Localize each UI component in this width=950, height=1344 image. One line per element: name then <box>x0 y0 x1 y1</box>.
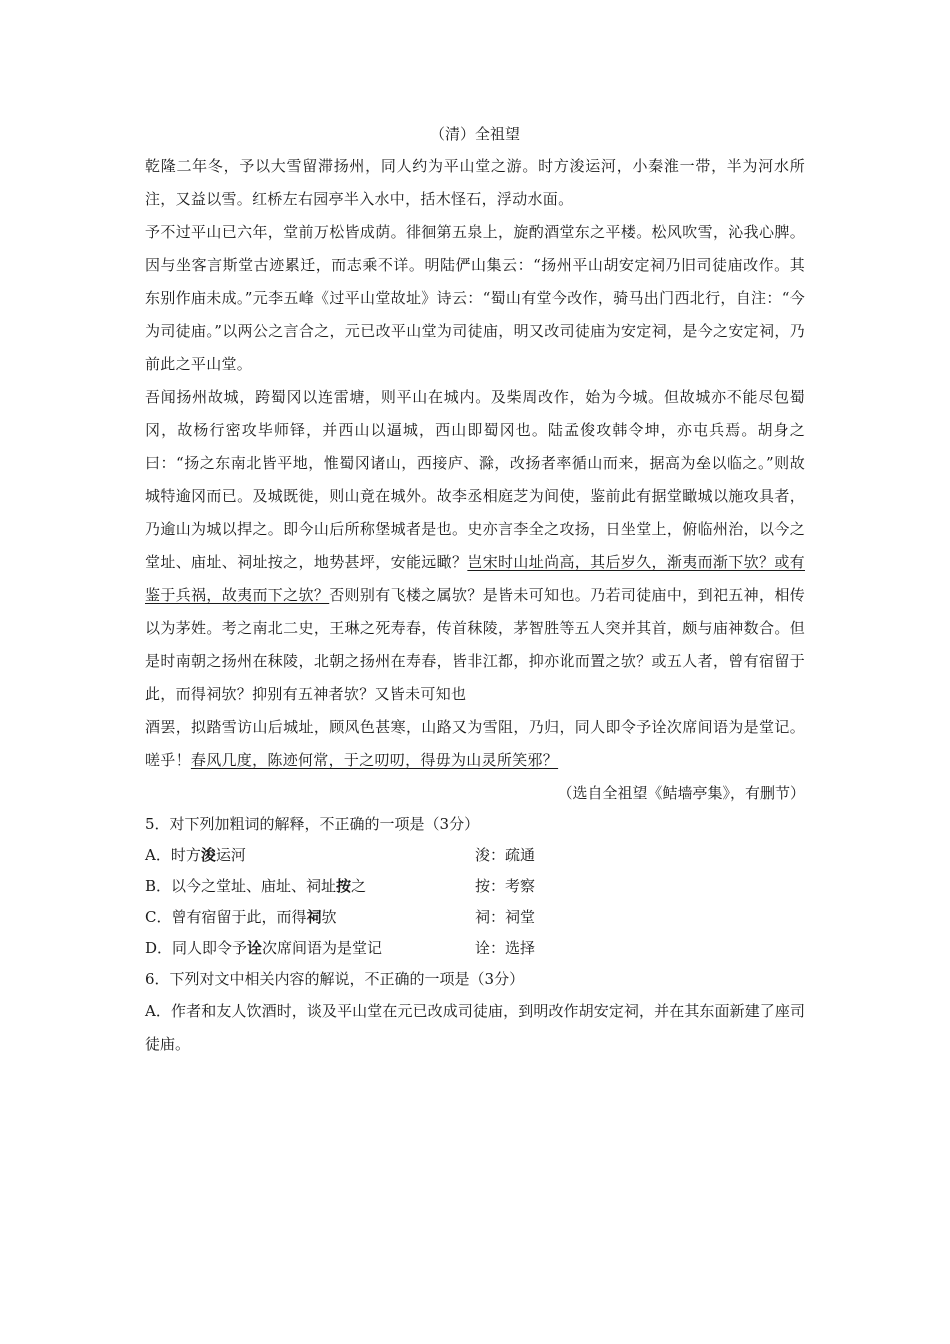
paragraph-3-text-before: 吾闻扬州故城，跨蜀冈以连雷塘，则平山在城内。及柴周改作，始为今城。但故城亦不能尽包蜀冈，故杨行密攻毕师铎，并西山以逼城，西山即蜀冈也。陆孟俊攻韩令坤，亦屯兵焉。胡身之曰：“扬之东南北皆平地，惟蜀冈诸山，西接庐、滁，改扬者率循山而来，据高为垒以临之。”则故城特逾冈而已。及城既徙，则山竟在城外。故李丞相庭芝为间使，鉴前此有据堂瞰城以施攻具者，乃逾山为城以捍之。即今山后所称堡城者是也。史亦言李全之攻扬，日坐堂上，俯临州治，以今之堂址、庙址、祠址按之，地势甚坪，安能远瞰？ <box>145 388 805 571</box>
question-6-stem: 6．下列对文中相关内容的解说，不正确的一项是（3分） <box>145 970 525 988</box>
document-page <box>145 118 805 1061</box>
option-a-bold-word: 浚 <box>200 846 216 864</box>
underlined-sentence-1: 岂宋时山址尚高，其后岁久，渐夷而渐下欤？或有鉴于兵祸，故夷而下之欤？ <box>145 553 805 604</box>
option-c-gloss: 祠：祠堂 <box>475 908 536 926</box>
option-b-text <box>145 871 475 902</box>
source-citation: （选自全祖望《鲒墙亭集》，有删节） <box>557 784 805 802</box>
question-5-option-c <box>145 902 805 933</box>
option-a-pre: A．时方 <box>145 846 201 864</box>
question-5-option-b <box>145 871 805 902</box>
option-b-pre: B．以今之堂址、庙址、祠址 <box>145 877 337 895</box>
option-d-post: 次席间语为是堂记 <box>262 939 383 957</box>
author-line: （清）全祖望 <box>429 125 520 143</box>
paragraph-1: 乾隆二年冬，予以大雪留滞扬州，同人约为平山堂之游。时方浚运河，小秦淮一带，半为河水所注，又益以雪。红桥左右园亭半入水中，括木怪石，浮动水面。 <box>145 157 805 208</box>
option-d-text <box>145 933 475 964</box>
paragraph-4 <box>145 711 805 777</box>
question-6-option-a: A．作者和友人饮酒时，谈及平山堂在元已改成司徒庙，到明改作胡安定祠，并在其东面新建了座司徒庙。 <box>145 1002 805 1053</box>
option-d-pre: D．同人即令予 <box>145 939 248 957</box>
option-a-post: 运河 <box>215 846 246 864</box>
option-c-bold-word: 祠 <box>306 908 322 926</box>
option-b-gloss: 按：考察 <box>475 877 536 895</box>
option-c-text <box>145 902 475 933</box>
option-d-bold-word: 诠 <box>247 939 263 957</box>
underlined-sentence-2: 春风几度，陈迹何常，于之叨叨，得毋为山灵所笑邪？ <box>190 751 559 769</box>
question-5-option-d <box>145 933 805 964</box>
option-d-gloss: 诠：选择 <box>475 939 536 957</box>
option-b-bold-word: 按 <box>336 877 352 895</box>
question-5-stem: 5．对下列加粗词的解释，不正确的一项是（3分） <box>145 815 480 833</box>
option-a-text <box>145 840 475 871</box>
paragraph-2: 予不过平山已六年，堂前万松皆成荫。徘徊第五泉上，旋酌酒堂东之平楼。松风吹雪，沁我心脾。因与坐客言斯堂古迹累迁，而志乘不详。明陆俨山集云：“扬州平山胡安定祠乃旧司徒庙改作。其东别作庙未成。”元李五峰《过平山堂故址》诗云：“蜀山有堂今改作，骑马出门西北行，自注：“今为司徒庙。”以两公之言合之，元已改平山堂为司徒庙，明又改司徒庙为安定祠，是今之安定祠，乃前此之平山堂。 <box>145 223 805 373</box>
question-5-option-a <box>145 840 805 871</box>
paragraph-3 <box>145 381 805 711</box>
option-a-gloss: 浚：疏通 <box>475 846 536 864</box>
paragraph-4-text-before: 酒罢，拟踏雪访山后城址，顾风色甚寒，山路又为雪阻，乃归，同人即令予诠次席间语为是堂记。嗟乎！ <box>145 718 805 769</box>
option-b-post: 之 <box>351 877 367 895</box>
option-c-pre: C．曾有宿留于此，而得 <box>145 908 307 926</box>
paragraph-3-text-after: 否则别有飞楼之属欤？是皆未可知也。乃若司徒庙中，到祀五神，相传以为茅姓。考之南北二史，王琳之死寿春，传首秣陵，茅智胜等五人突并其首，颇与庙神数合。但是时南朝之扬州在秣陵，北朝之扬州在寿春，皆非江都，抑亦讹而置之欤？或五人者，曾有宿留于此，而得祠欤？抑别有五神者欤？又皆未可知也 <box>145 586 805 703</box>
option-c-post: 欤 <box>321 908 337 926</box>
